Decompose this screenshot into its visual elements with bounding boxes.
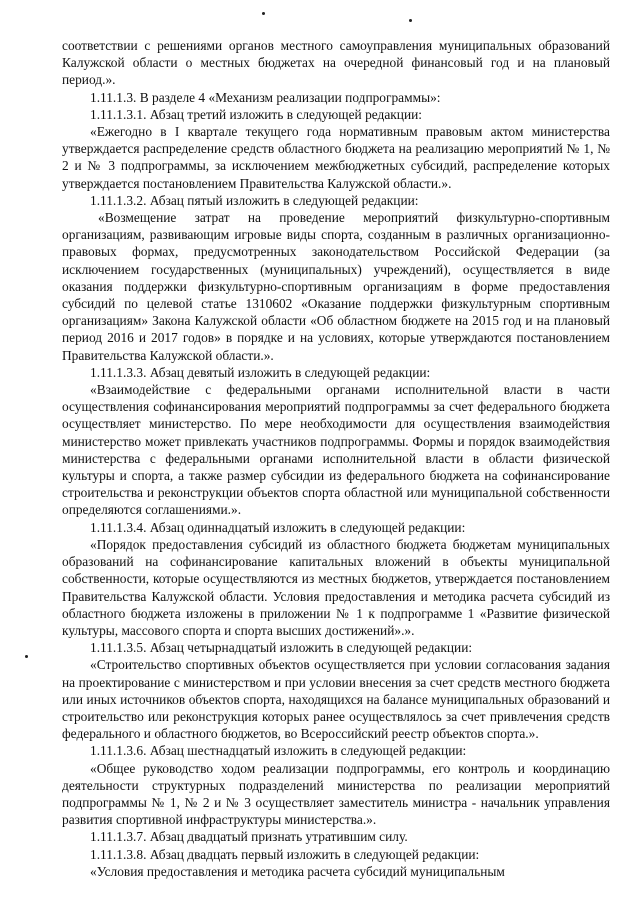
amendment-clause: 1.11.1.3.2. Абзац пятый изложить в следующей редакции: xyxy=(90,192,419,208)
scan-mark xyxy=(262,12,265,15)
amendment-clause: 1.11.1.3.5. Абзац четырнадцатый изложить в следующей редакции: xyxy=(90,640,473,656)
amendment-clause: 1.11.1.3.8. Абзац двадцать первый изложить в следующей редакции: xyxy=(90,846,480,862)
quoted-paragraph: «Порядок предоставления субсидий из областного бюджета бюджетам муниципальных образований на софинансирование капитальных вложений в объекты муниципальной собственности, которые осуществляются из местных бюджетов, утверждается постановлением Правительства Калужской области. Условия предоставления и методика расчета субсидий из областного бюджета изложены в приложении № 1 к подпрограмме 1 «Развитие физической культуры, массового спорта и спорта высших достижений».». xyxy=(62,536,610,638)
quoted-paragraph: «Взаимодействие с федеральными органами исполнительной власти в части осуществления софинансирования мероприятий подпрограммы за счет федерального бюджета осуществляет министерство. По мере необходимости для осуществления взаимодействия министерство может привлекать участников подпрограммы. Формы и порядок взаимодействия министерства с федеральными органами исполнительной власти в области физической культуры и спорта, а также размер субсидии из федерального бюджета на софинансирование строительства и реконструкции объектов спорта областной или муниципальной собственности определяются соглашениями.». xyxy=(62,382,610,518)
amendment-clause: 1.11.1.3.3. Абзац девятый изложить в следующей редакции: xyxy=(90,364,431,380)
scan-mark xyxy=(409,19,412,22)
quoted-paragraph: «Строительство спортивных объектов осуществляется при условии согласования задания на проектирование с министерством и при условии внесения за счет средств местного бюджета или иных источников объектов спорта, находящихся на балансе муниципальных образований и строительство или реконструкция которых ранее осуществлялось за счет привлечения средств федерального и областного бюджетов, во Всероссийский реестр объектов спорта.». xyxy=(62,657,610,742)
section-heading: 1.11.1.3. В разделе 4 «Механизм реализации подпрограммы»: xyxy=(90,89,441,105)
amendment-clause: 1.11.1.3.4. Абзац одиннадцатый изложить в следующей редакции: xyxy=(90,519,466,535)
amendment-clause: 1.11.1.3.6. Абзац шестнадцатый изложить в следующей редакции: xyxy=(90,743,467,759)
quoted-paragraph: «Условия предоставления и методика расчета субсидий муниципальным xyxy=(90,863,505,879)
scan-mark xyxy=(25,655,28,658)
amendment-clause: 1.11.1.3.1. Абзац третий изложить в следующей редакции: xyxy=(90,106,423,122)
quoted-paragraph: «Общее руководство ходом реализации подпрограммы, его контроль и координацию деятельности структурных подразделений министерства по реализации мероприятий подпрограммы № 1, № 2 и № 3 осуществляет заместитель министра - начальник управления развития спортивной инфраструктуры министерства.». xyxy=(62,760,610,828)
quoted-paragraph: «Ежегодно в I квартале текущего года нормативным правовым актом министерства утверждается распределение средств областного бюджета на реализацию мероприятий № 1, № 2 и № 3 подпрограммы, за исключением межбюджетных субсидий, распределение которых утверждается постановлением Правительства Калужской области.». xyxy=(62,124,610,191)
amendment-clause: 1.11.1.3.7. Абзац двадцатый признать утратившим силу. xyxy=(90,829,408,845)
quoted-paragraph: «Возмещение затрат на проведение мероприятий физкультурно-спортивным организациям, развивающим игровые виды спорта, созданным в различных организационно-правовых формах, предусмотренных законодательством Российской Федерации (за исключением государственных (муниципальных) учреждений), осуществляется в виде оказания поддержки физкультурно-спортивным организациям в форме предоставления субсидий по целевой статье 1310602 «Оказание поддержки физкультурным спортивным организациям» Закона Калужской области «Об областном бюджете на 2015 год и на плановый период 2016 и 2017 годов» в порядке и на условиях, которые утверждаются постановлением Правительства Калужской области.». xyxy=(62,210,610,363)
document-body xyxy=(62,37,610,880)
paragraph: соответствии с решениями органов местного самоуправления муниципальных образований Калужской области о местных бюджетах на очередной финансовый год и на плановый период.». xyxy=(62,38,610,88)
